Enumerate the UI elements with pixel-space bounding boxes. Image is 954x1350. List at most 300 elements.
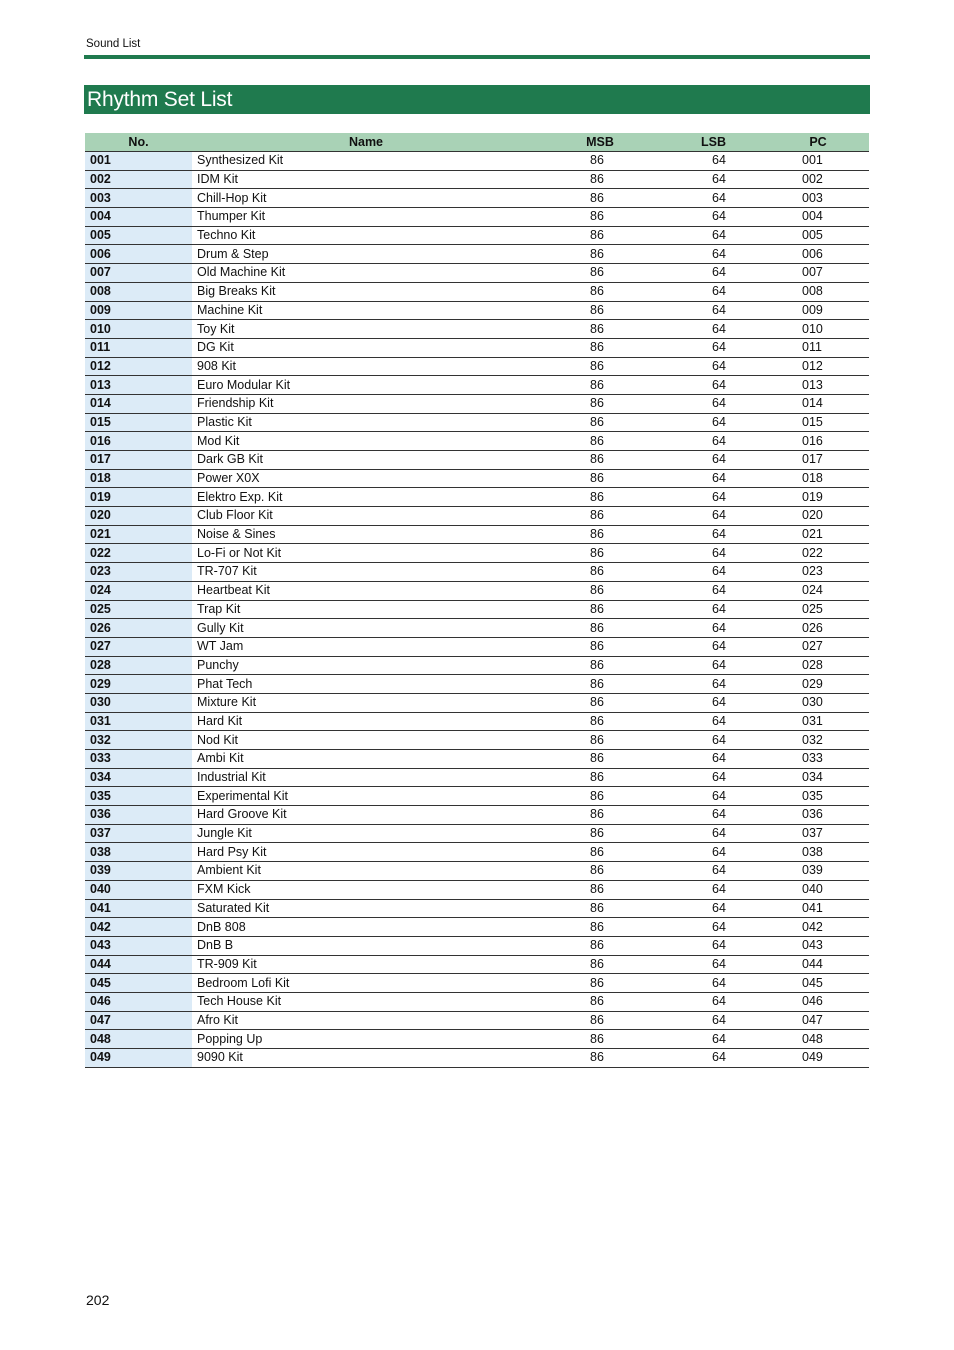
cell-name: TR-909 Kit xyxy=(192,955,540,974)
cell-msb: 86 xyxy=(540,544,660,563)
cell-pc: 003 xyxy=(767,189,869,208)
cell-no: 044 xyxy=(85,955,192,974)
cell-no: 022 xyxy=(85,544,192,563)
cell-name: Club Floor Kit xyxy=(192,507,540,526)
cell-msb: 86 xyxy=(540,226,660,245)
cell-pc: 013 xyxy=(767,376,869,395)
cell-pc: 004 xyxy=(767,208,869,227)
table-row xyxy=(85,992,869,1011)
cell-msb: 86 xyxy=(540,170,660,189)
cell-pc: 010 xyxy=(767,320,869,339)
cell-msb: 86 xyxy=(540,824,660,843)
cell-no: 017 xyxy=(85,451,192,470)
cell-pc: 025 xyxy=(767,600,869,619)
cell-msb: 86 xyxy=(540,768,660,787)
table-row xyxy=(85,750,869,769)
cell-pc: 048 xyxy=(767,1030,869,1049)
cell-name: Ambient Kit xyxy=(192,862,540,881)
cell-pc: 007 xyxy=(767,264,869,283)
cell-name: Euro Modular Kit xyxy=(192,376,540,395)
table-row xyxy=(85,918,869,937)
table-row xyxy=(85,768,869,787)
cell-pc: 029 xyxy=(767,675,869,694)
table-row xyxy=(85,432,869,451)
cell-name: Big Breaks Kit xyxy=(192,282,540,301)
cell-name: Friendship Kit xyxy=(192,394,540,413)
cell-no: 024 xyxy=(85,581,192,600)
cell-pc: 012 xyxy=(767,357,869,376)
cell-no: 005 xyxy=(85,226,192,245)
cell-lsb: 64 xyxy=(660,880,767,899)
cell-lsb: 64 xyxy=(660,525,767,544)
cell-name: Experimental Kit xyxy=(192,787,540,806)
cell-no: 038 xyxy=(85,843,192,862)
table-row xyxy=(85,843,869,862)
cell-name: IDM Kit xyxy=(192,170,540,189)
cell-name: Popping Up xyxy=(192,1030,540,1049)
cell-pc: 045 xyxy=(767,974,869,993)
cell-no: 006 xyxy=(85,245,192,264)
cell-pc: 046 xyxy=(767,992,869,1011)
cell-name: Thumper Kit xyxy=(192,208,540,227)
cell-name: Phat Tech xyxy=(192,675,540,694)
cell-name: Hard Groove Kit xyxy=(192,806,540,825)
cell-lsb: 64 xyxy=(660,750,767,769)
cell-lsb: 64 xyxy=(660,899,767,918)
cell-no: 003 xyxy=(85,189,192,208)
cell-no: 043 xyxy=(85,936,192,955)
cell-pc: 031 xyxy=(767,712,869,731)
cell-msb: 86 xyxy=(540,581,660,600)
cell-no: 030 xyxy=(85,693,192,712)
cell-msb: 86 xyxy=(540,376,660,395)
table-row xyxy=(85,451,869,470)
cell-no: 040 xyxy=(85,880,192,899)
cell-lsb: 64 xyxy=(660,656,767,675)
cell-msb: 86 xyxy=(540,152,660,171)
cell-name: Ambi Kit xyxy=(192,750,540,769)
table-row xyxy=(85,656,869,675)
cell-lsb: 64 xyxy=(660,301,767,320)
cell-lsb: 64 xyxy=(660,376,767,395)
cell-name: Industrial Kit xyxy=(192,768,540,787)
cell-msb: 86 xyxy=(540,357,660,376)
table-row xyxy=(85,675,869,694)
cell-lsb: 64 xyxy=(660,338,767,357)
cell-name: Hard Psy Kit xyxy=(192,843,540,862)
cell-lsb: 64 xyxy=(660,1030,767,1049)
cell-msb: 86 xyxy=(540,955,660,974)
cell-msb: 86 xyxy=(540,936,660,955)
cell-msb: 86 xyxy=(540,880,660,899)
cell-no: 004 xyxy=(85,208,192,227)
table-row xyxy=(85,581,869,600)
cell-msb: 86 xyxy=(540,507,660,526)
cell-no: 042 xyxy=(85,918,192,937)
cell-name: Tech House Kit xyxy=(192,992,540,1011)
table-body xyxy=(85,152,869,1068)
table-row xyxy=(85,376,869,395)
cell-lsb: 64 xyxy=(660,282,767,301)
cell-lsb: 64 xyxy=(660,189,767,208)
section-title-bar xyxy=(84,85,870,114)
cell-msb: 86 xyxy=(540,600,660,619)
cell-name: Trap Kit xyxy=(192,600,540,619)
cell-name: Synthesized Kit xyxy=(192,152,540,171)
cell-msb: 86 xyxy=(540,469,660,488)
cell-pc: 041 xyxy=(767,899,869,918)
cell-lsb: 64 xyxy=(660,600,767,619)
cell-msb: 86 xyxy=(540,301,660,320)
cell-name: Jungle Kit xyxy=(192,824,540,843)
cell-name: Hard Kit xyxy=(192,712,540,731)
cell-no: 028 xyxy=(85,656,192,675)
cell-pc: 026 xyxy=(767,619,869,638)
cell-lsb: 64 xyxy=(660,581,767,600)
cell-msb: 86 xyxy=(540,264,660,283)
cell-lsb: 64 xyxy=(660,731,767,750)
cell-lsb: 64 xyxy=(660,245,767,264)
cell-pc: 014 xyxy=(767,394,869,413)
table-row xyxy=(85,712,869,731)
cell-msb: 86 xyxy=(540,394,660,413)
cell-pc: 017 xyxy=(767,451,869,470)
table-row xyxy=(85,693,869,712)
cell-no: 008 xyxy=(85,282,192,301)
cell-name: Bedroom Lofi Kit xyxy=(192,974,540,993)
cell-msb: 86 xyxy=(540,1049,660,1068)
cell-no: 010 xyxy=(85,320,192,339)
cell-lsb: 64 xyxy=(660,394,767,413)
cell-name: Mixture Kit xyxy=(192,693,540,712)
cell-no: 016 xyxy=(85,432,192,451)
table-row xyxy=(85,226,869,245)
cell-no: 039 xyxy=(85,862,192,881)
cell-name: Mod Kit xyxy=(192,432,540,451)
table-row xyxy=(85,282,869,301)
cell-pc: 035 xyxy=(767,787,869,806)
cell-msb: 86 xyxy=(540,282,660,301)
cell-no: 032 xyxy=(85,731,192,750)
cell-pc: 037 xyxy=(767,824,869,843)
cell-msb: 86 xyxy=(540,992,660,1011)
table-row xyxy=(85,507,869,526)
cell-no: 001 xyxy=(85,152,192,171)
cell-no: 025 xyxy=(85,600,192,619)
cell-name: Lo-Fi or Not Kit xyxy=(192,544,540,563)
cell-pc: 027 xyxy=(767,637,869,656)
cell-lsb: 64 xyxy=(660,1049,767,1068)
cell-no: 007 xyxy=(85,264,192,283)
cell-pc: 043 xyxy=(767,936,869,955)
cell-msb: 86 xyxy=(540,619,660,638)
column-header-lsb: LSB xyxy=(660,133,767,152)
table-row xyxy=(85,1030,869,1049)
cell-pc: 022 xyxy=(767,544,869,563)
page-number: 202 xyxy=(86,1292,110,1308)
cell-lsb: 64 xyxy=(660,208,767,227)
cell-lsb: 64 xyxy=(660,152,767,171)
cell-pc: 018 xyxy=(767,469,869,488)
cell-lsb: 64 xyxy=(660,824,767,843)
cell-msb: 86 xyxy=(540,245,660,264)
cell-name: Techno Kit xyxy=(192,226,540,245)
cell-name: 908 Kit xyxy=(192,357,540,376)
cell-no: 046 xyxy=(85,992,192,1011)
cell-msb: 86 xyxy=(540,338,660,357)
cell-pc: 001 xyxy=(767,152,869,171)
table-row xyxy=(85,936,869,955)
cell-lsb: 64 xyxy=(660,992,767,1011)
cell-name: DnB 808 xyxy=(192,918,540,937)
cell-no: 045 xyxy=(85,974,192,993)
cell-name: Toy Kit xyxy=(192,320,540,339)
rhythm-set-table xyxy=(85,133,869,1068)
cell-lsb: 64 xyxy=(660,170,767,189)
table-row xyxy=(85,563,869,582)
cell-pc: 039 xyxy=(767,862,869,881)
cell-pc: 034 xyxy=(767,768,869,787)
table-row xyxy=(85,880,869,899)
cell-msb: 86 xyxy=(540,488,660,507)
cell-pc: 005 xyxy=(767,226,869,245)
cell-lsb: 64 xyxy=(660,413,767,432)
cell-name: Old Machine Kit xyxy=(192,264,540,283)
cell-no: 029 xyxy=(85,675,192,694)
table-row xyxy=(85,469,869,488)
cell-name: Machine Kit xyxy=(192,301,540,320)
table-row xyxy=(85,413,869,432)
cell-pc: 030 xyxy=(767,693,869,712)
cell-lsb: 64 xyxy=(660,432,767,451)
cell-lsb: 64 xyxy=(660,955,767,974)
cell-no: 034 xyxy=(85,768,192,787)
cell-no: 015 xyxy=(85,413,192,432)
cell-no: 023 xyxy=(85,563,192,582)
table-row xyxy=(85,394,869,413)
cell-msb: 86 xyxy=(540,693,660,712)
cell-pc: 016 xyxy=(767,432,869,451)
cell-name: 9090 Kit xyxy=(192,1049,540,1068)
table-row xyxy=(85,338,869,357)
cell-pc: 044 xyxy=(767,955,869,974)
table-row xyxy=(85,862,869,881)
table-row xyxy=(85,1011,869,1030)
cell-pc: 036 xyxy=(767,806,869,825)
cell-pc: 011 xyxy=(767,338,869,357)
cell-lsb: 64 xyxy=(660,563,767,582)
table-row xyxy=(85,637,869,656)
cell-lsb: 64 xyxy=(660,936,767,955)
cell-no: 013 xyxy=(85,376,192,395)
cell-pc: 028 xyxy=(767,656,869,675)
cell-msb: 86 xyxy=(540,750,660,769)
cell-pc: 033 xyxy=(767,750,869,769)
cell-no: 011 xyxy=(85,338,192,357)
cell-no: 019 xyxy=(85,488,192,507)
cell-no: 002 xyxy=(85,170,192,189)
cell-pc: 024 xyxy=(767,581,869,600)
cell-msb: 86 xyxy=(540,413,660,432)
cell-lsb: 64 xyxy=(660,712,767,731)
table-row xyxy=(85,974,869,993)
cell-msb: 86 xyxy=(540,862,660,881)
cell-pc: 040 xyxy=(767,880,869,899)
table-row xyxy=(85,600,869,619)
cell-msb: 86 xyxy=(540,787,660,806)
cell-name: FXM Kick xyxy=(192,880,540,899)
cell-lsb: 64 xyxy=(660,451,767,470)
cell-lsb: 64 xyxy=(660,693,767,712)
cell-msb: 86 xyxy=(540,712,660,731)
cell-msb: 86 xyxy=(540,525,660,544)
table-row xyxy=(85,208,869,227)
cell-name: Punchy xyxy=(192,656,540,675)
cell-lsb: 64 xyxy=(660,469,767,488)
cell-no: 048 xyxy=(85,1030,192,1049)
table-row xyxy=(85,955,869,974)
cell-name: Gully Kit xyxy=(192,619,540,638)
cell-no: 031 xyxy=(85,712,192,731)
cell-msb: 86 xyxy=(540,806,660,825)
cell-msb: 86 xyxy=(540,656,660,675)
cell-lsb: 64 xyxy=(660,675,767,694)
cell-name: Noise & Sines xyxy=(192,525,540,544)
table-row xyxy=(85,488,869,507)
column-header-pc: PC xyxy=(767,133,869,152)
cell-msb: 86 xyxy=(540,189,660,208)
table-row xyxy=(85,189,869,208)
table-row xyxy=(85,320,869,339)
cell-name: DnB B xyxy=(192,936,540,955)
cell-pc: 038 xyxy=(767,843,869,862)
cell-msb: 86 xyxy=(540,563,660,582)
table-row xyxy=(85,544,869,563)
table-row xyxy=(85,357,869,376)
cell-msb: 86 xyxy=(540,451,660,470)
cell-pc: 021 xyxy=(767,525,869,544)
cell-name: Power X0X xyxy=(192,469,540,488)
table-row xyxy=(85,170,869,189)
table-row xyxy=(85,301,869,320)
table-header-row xyxy=(85,133,869,152)
cell-lsb: 64 xyxy=(660,768,767,787)
table-row xyxy=(85,1049,869,1068)
cell-name: WT Jam xyxy=(192,637,540,656)
cell-pc: 023 xyxy=(767,563,869,582)
table-row xyxy=(85,264,869,283)
cell-lsb: 64 xyxy=(660,1011,767,1030)
cell-lsb: 64 xyxy=(660,226,767,245)
cell-lsb: 64 xyxy=(660,544,767,563)
cell-name: Elektro Exp. Kit xyxy=(192,488,540,507)
cell-lsb: 64 xyxy=(660,320,767,339)
cell-no: 014 xyxy=(85,394,192,413)
cell-name: Heartbeat Kit xyxy=(192,581,540,600)
section-title: Rhythm Set List xyxy=(87,87,233,111)
cell-lsb: 64 xyxy=(660,806,767,825)
cell-name: Chill-Hop Kit xyxy=(192,189,540,208)
cell-no: 027 xyxy=(85,637,192,656)
table-row xyxy=(85,525,869,544)
cell-lsb: 64 xyxy=(660,843,767,862)
cell-name: Plastic Kit xyxy=(192,413,540,432)
cell-msb: 86 xyxy=(540,974,660,993)
header-section-label: Sound List xyxy=(86,38,141,50)
cell-name: TR-707 Kit xyxy=(192,563,540,582)
cell-msb: 86 xyxy=(540,637,660,656)
cell-name: Drum & Step xyxy=(192,245,540,264)
cell-no: 035 xyxy=(85,787,192,806)
cell-lsb: 64 xyxy=(660,974,767,993)
cell-no: 020 xyxy=(85,507,192,526)
table-row xyxy=(85,899,869,918)
cell-name: Dark GB Kit xyxy=(192,451,540,470)
cell-pc: 042 xyxy=(767,918,869,937)
table-row xyxy=(85,731,869,750)
table-row xyxy=(85,806,869,825)
cell-pc: 002 xyxy=(767,170,869,189)
column-header-name: Name xyxy=(192,133,540,152)
cell-msb: 86 xyxy=(540,1030,660,1049)
cell-no: 018 xyxy=(85,469,192,488)
cell-msb: 86 xyxy=(540,208,660,227)
cell-no: 033 xyxy=(85,750,192,769)
table-row xyxy=(85,787,869,806)
cell-msb: 86 xyxy=(540,675,660,694)
cell-no: 041 xyxy=(85,899,192,918)
table-row xyxy=(85,245,869,264)
cell-name: DG Kit xyxy=(192,338,540,357)
cell-lsb: 64 xyxy=(660,862,767,881)
cell-no: 026 xyxy=(85,619,192,638)
cell-no: 049 xyxy=(85,1049,192,1068)
cell-pc: 009 xyxy=(767,301,869,320)
cell-name: Nod Kit xyxy=(192,731,540,750)
cell-msb: 86 xyxy=(540,320,660,339)
cell-lsb: 64 xyxy=(660,619,767,638)
cell-no: 037 xyxy=(85,824,192,843)
cell-pc: 006 xyxy=(767,245,869,264)
cell-pc: 019 xyxy=(767,488,869,507)
cell-pc: 020 xyxy=(767,507,869,526)
cell-pc: 032 xyxy=(767,731,869,750)
table-row xyxy=(85,152,869,171)
cell-lsb: 64 xyxy=(660,507,767,526)
cell-lsb: 64 xyxy=(660,488,767,507)
cell-no: 009 xyxy=(85,301,192,320)
cell-lsb: 64 xyxy=(660,637,767,656)
cell-pc: 015 xyxy=(767,413,869,432)
cell-no: 012 xyxy=(85,357,192,376)
cell-lsb: 64 xyxy=(660,357,767,376)
cell-lsb: 64 xyxy=(660,918,767,937)
cell-msb: 86 xyxy=(540,899,660,918)
cell-msb: 86 xyxy=(540,731,660,750)
header-divider xyxy=(84,55,870,59)
cell-pc: 047 xyxy=(767,1011,869,1030)
cell-name: Saturated Kit xyxy=(192,899,540,918)
column-header-no: No. xyxy=(85,133,192,152)
cell-no: 047 xyxy=(85,1011,192,1030)
column-header-msb: MSB xyxy=(540,133,660,152)
cell-msb: 86 xyxy=(540,432,660,451)
table-row xyxy=(85,619,869,638)
cell-pc: 008 xyxy=(767,282,869,301)
table-row xyxy=(85,824,869,843)
cell-no: 036 xyxy=(85,806,192,825)
cell-name: Afro Kit xyxy=(192,1011,540,1030)
